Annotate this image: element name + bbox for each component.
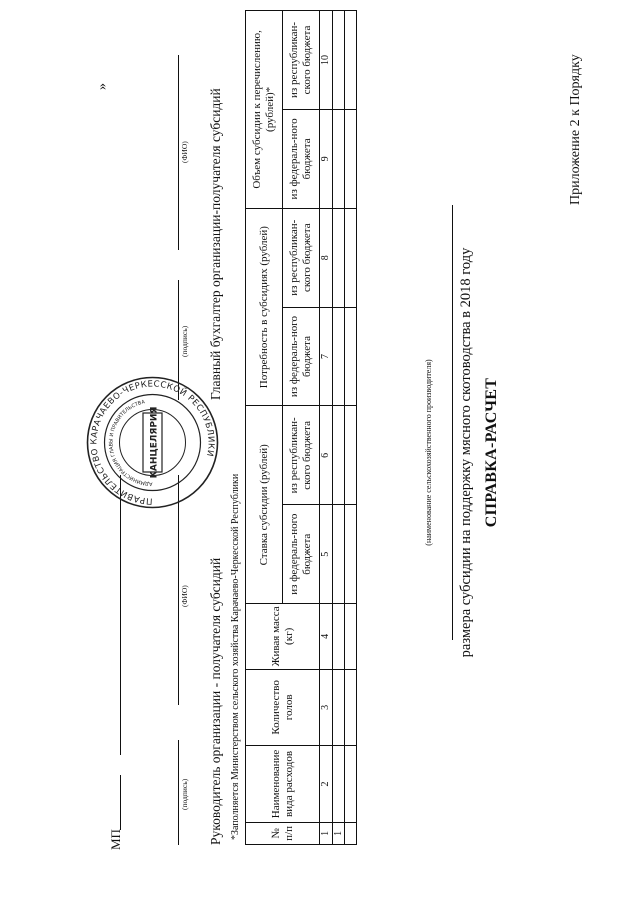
table-cell[interactable] [345,746,357,823]
subheader-republic: из республикан-ского бюджета [283,406,320,505]
document-title: СПРАВКА-РАСЧЕТ [483,377,500,528]
subheader-federal: из федераль-ного бюджета [283,307,320,406]
table-row [345,11,357,845]
accountant-signature-title: Главный бухгалтер организации-получателя субсидий [208,88,223,400]
appendix-label: Приложение 2 к Порядку [568,54,583,205]
table-cell[interactable] [332,746,345,823]
table-row [332,11,345,845]
column-number: 9 [320,109,333,208]
subsidy-table [245,10,357,845]
date-day-line[interactable] [120,775,121,830]
header-num: № п/п [246,822,320,844]
header-expense-type: Наименование вида расходов [246,746,320,823]
column-number-row [320,11,333,845]
header-rate-group: Ставка субсидии (рублей) [246,406,283,604]
table-cell[interactable] [345,505,357,604]
producer-caption: (наименование сельскохозяйственного производителя) [424,359,433,546]
head-name-caption: (ФИО) [180,585,189,607]
table-cell[interactable] [332,109,345,208]
table-cell[interactable]: 1 [332,822,345,844]
office-stamp [85,375,220,510]
table-header-row [246,11,283,845]
header-live-weight: Живая масса (кг) [246,604,320,669]
table-cell[interactable] [332,406,345,505]
table-cell[interactable] [345,307,357,406]
date-month-line[interactable] [120,475,121,755]
subheader-federal: из федераль-ного бюджета [283,505,320,604]
column-number: 1 [320,822,333,844]
subheader-republic: из республикан-ского бюджета [283,11,320,110]
table-cell[interactable] [332,669,345,746]
table-cell[interactable] [345,604,357,669]
subheader-republic: из республикан-ского бюджета [283,208,320,307]
table-cell[interactable] [345,11,357,110]
table-cell[interactable] [345,109,357,208]
table-cell[interactable] [332,208,345,307]
column-number: 6 [320,406,333,505]
header-heads: Количество голов [246,669,320,746]
table-cell[interactable] [345,669,357,746]
head-signature-title: Руководитель организации - получателя субсидий [208,557,223,845]
header-need-group: Потребность в субсидиях (рублей) [246,208,283,406]
accountant-name-caption: (ФИО) [180,141,189,163]
column-number: 5 [320,505,333,604]
stamp-center-text: КАНЦЕЛЯРИЯ [149,406,160,479]
column-number: 10 [320,11,333,110]
closing-quote: » [95,83,110,90]
accountant-name-line[interactable] [178,55,179,250]
accountant-signature-caption: (подпись) [180,325,189,357]
table-cell[interactable] [332,307,345,406]
document-subtitle: размера субсидии на поддержку мясного скотоводства в 2018 году [458,247,474,658]
header-transfer-group: Объем субсидии к перечислению, (рублей)* [246,11,283,209]
table-cell[interactable] [345,822,357,844]
table-cell[interactable] [332,11,345,110]
column-number: 4 [320,604,333,669]
seal-place-label: МП [108,829,123,850]
subheader-federal: из федераль-ного бюджета [283,109,320,208]
producer-name-line [452,205,453,640]
column-number: 2 [320,746,333,823]
table-cell[interactable] [332,505,345,604]
stamp-inner-ring-text: АДМИНИСТРАЦИЯ ГЛАВЫ И ПРАВИТЕЛЬСТВА [108,399,153,487]
table-cell[interactable] [332,604,345,669]
stamp-ring-text: ПРАВИТЕЛЬСТВО КАРАЧАЕВО-ЧЕРКЕССКОЙ РЕСПУБЛИКИ [89,379,216,506]
table-cell[interactable] [345,406,357,505]
column-number: 8 [320,208,333,307]
column-number: 7 [320,307,333,406]
column-number: 3 [320,669,333,746]
footnote: *Заполняется Министерством сельского хозяйства Карачаево-Черкесской Республики [230,473,241,840]
table-cell[interactable] [345,208,357,307]
head-signature-caption: (подпись) [180,778,189,810]
head-signature-line[interactable] [178,740,179,845]
